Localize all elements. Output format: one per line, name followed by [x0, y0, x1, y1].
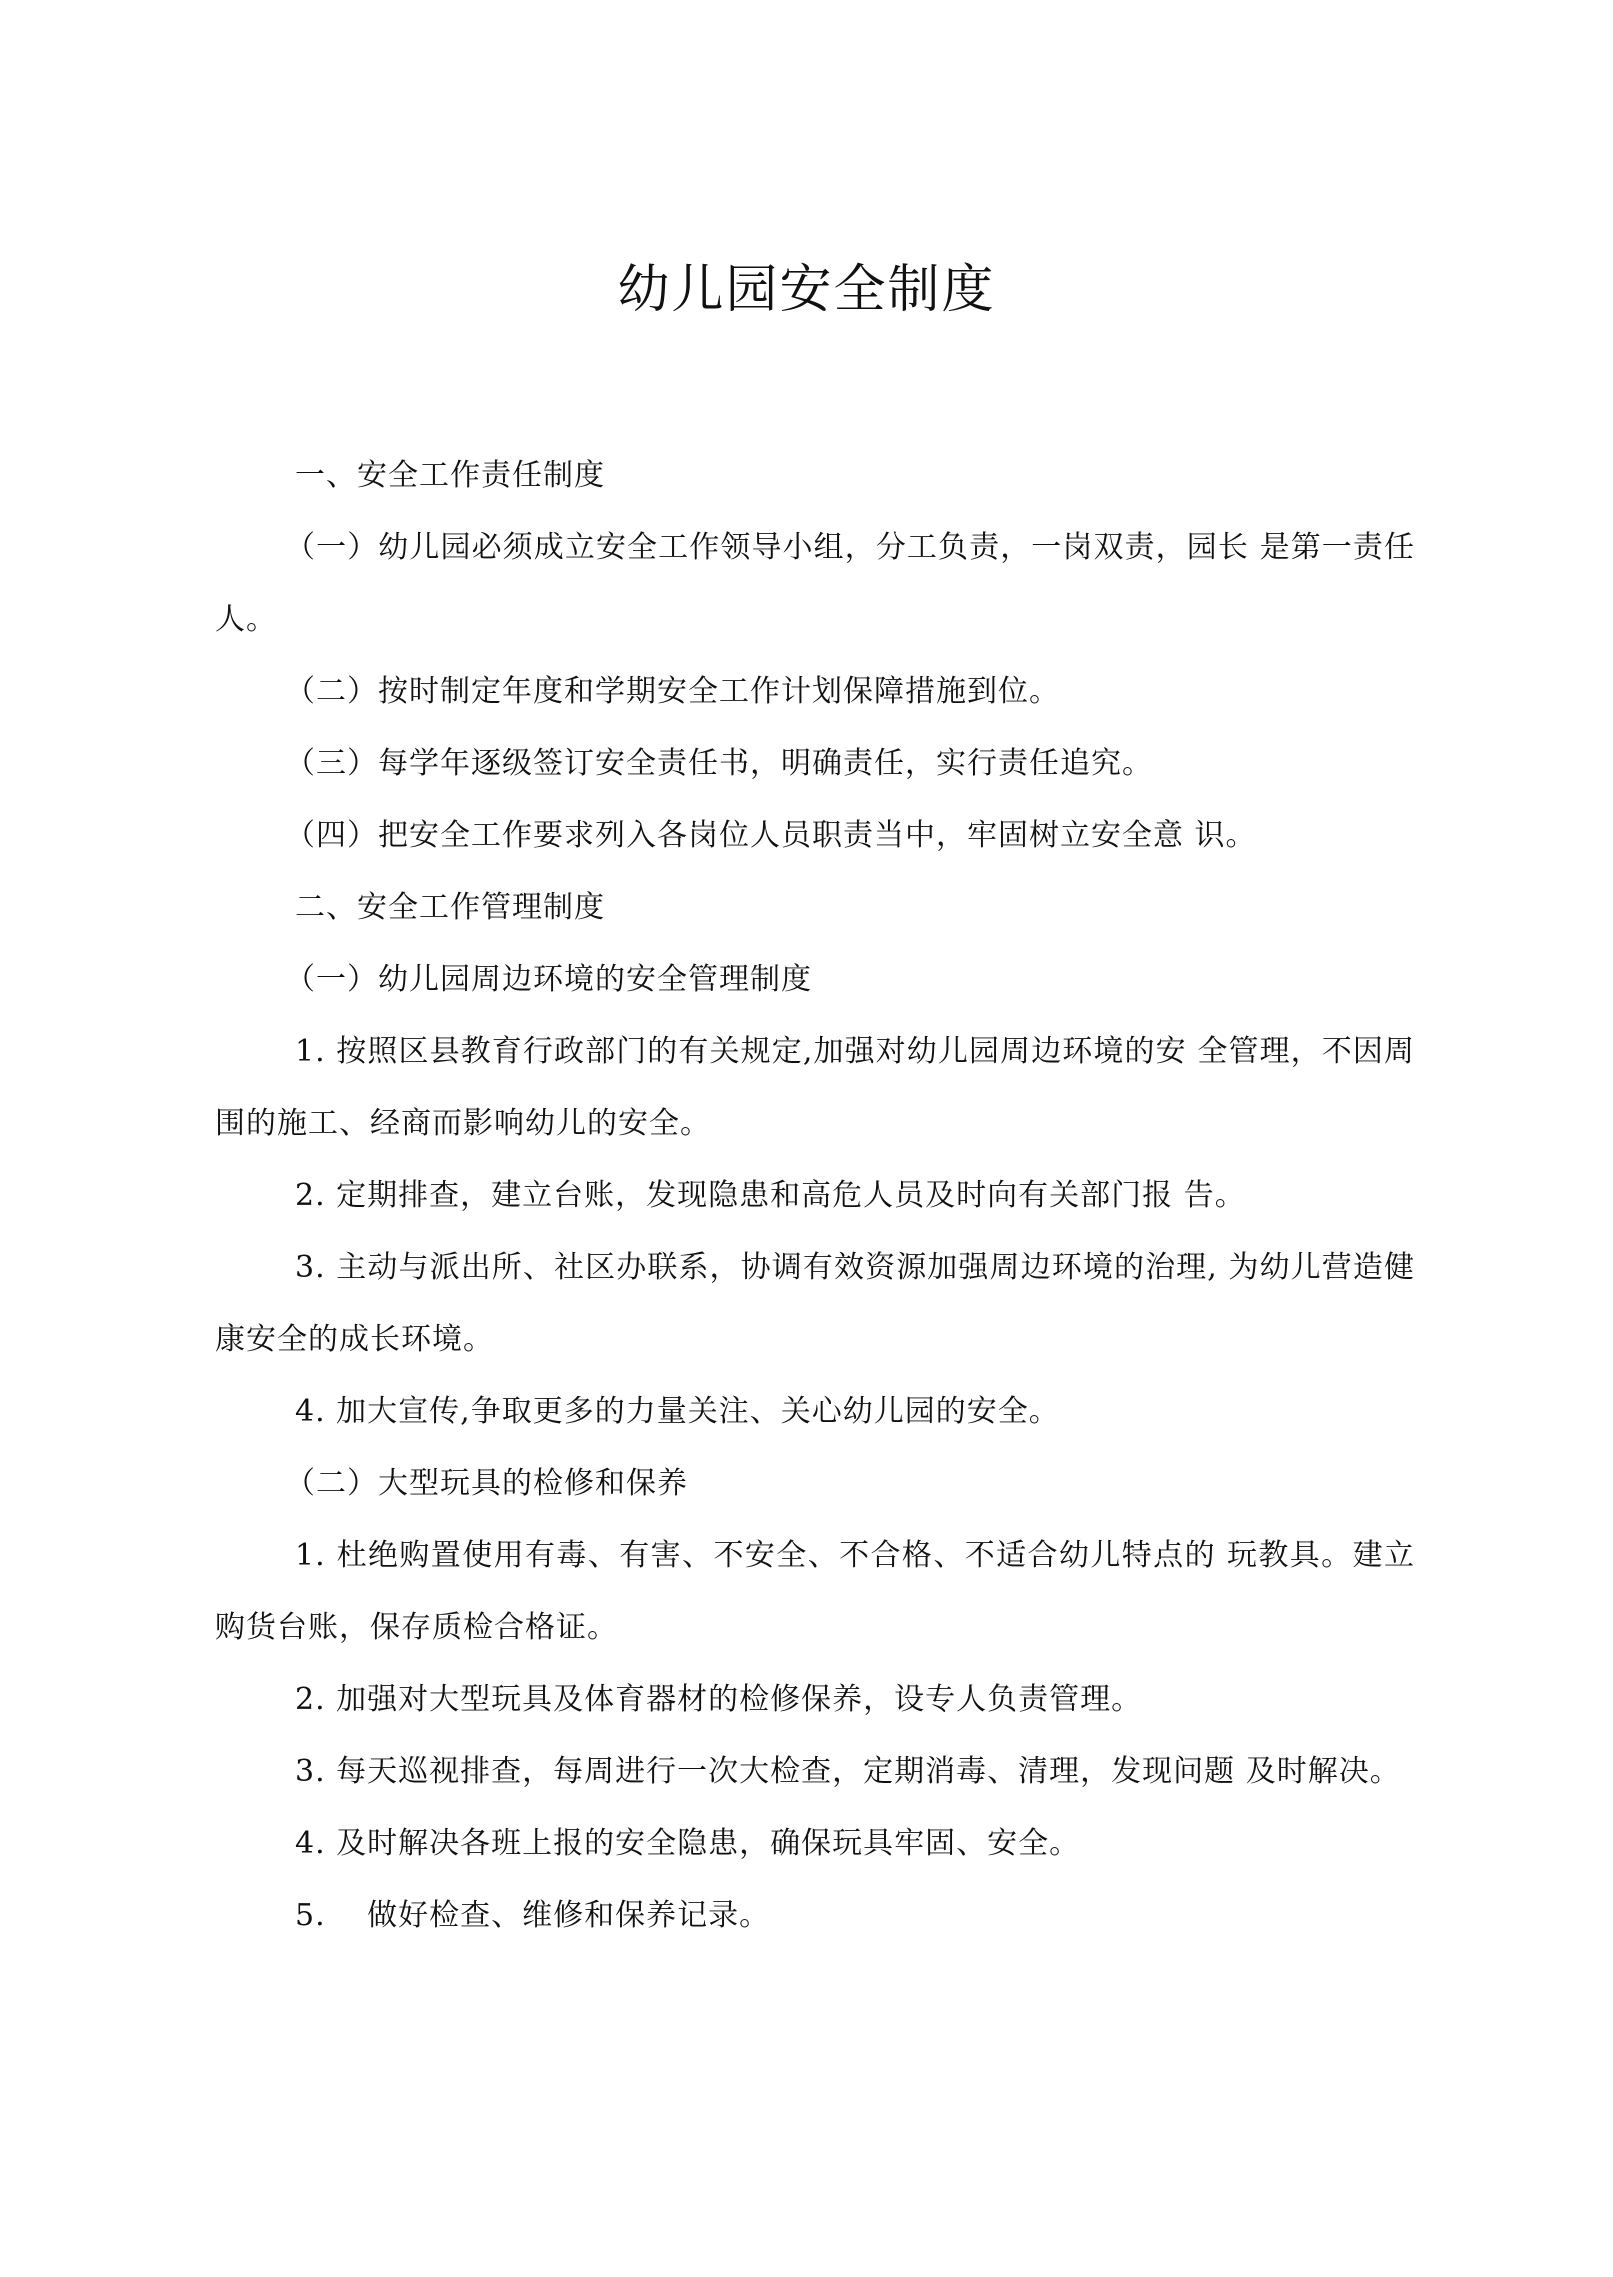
- list-item-2-1-2: 2. 定期排查，建立台账，发现隐患和高危人员及时向有关部门报 告。: [295, 1178, 1246, 1213]
- list-item-2-2-2: 2. 加强对大型玩具及体育器材的检修保养，设专人负责管理。: [295, 1682, 1143, 1717]
- list-item-2-1-4: 4. 加大宣传,争取更多的力量关注、关心幼儿园的安全。: [295, 1394, 1060, 1429]
- paragraph-1-1: （一）幼儿园必须成立安全工作领导小组，分工负责，一岗双责，园长 是第一责任人。: [215, 530, 1415, 637]
- list-item-2-2-3: 3. 每天巡视排查，每周进行一次大检查，定期消毒、清理，发现问题 及时解决。: [295, 1754, 1401, 1789]
- list-item-2-2-5: 5. 做好检查、维修和保养记录。: [295, 1898, 771, 1933]
- subsection-heading-2-1: （一）幼儿园周边环境的安全管理制度: [285, 962, 812, 997]
- subsection-heading-2-2: （二）大型玩具的检修和保养: [285, 1466, 688, 1501]
- document-title: 幼儿园安全制度: [617, 260, 996, 320]
- list-item-2-1-1: 1. 按照区县教育行政部门的有关规定,加强对幼儿园周边环境的安 全管理，不因周围的施工、经商而影响幼儿的安全。: [215, 1034, 1415, 1141]
- paragraph-1-2: （二）按时制定年度和学期安全工作计划保障措施到位。: [285, 674, 1060, 709]
- paragraph-1-3: （三）每学年逐级签订安全责任书，明确责任，实行责任追究。: [285, 746, 1153, 781]
- list-item-2-1-3: 3. 主动与派出所、社区办联系，协调有效资源加强周边环境的治理, 为幼儿营造健康安全的成长环境。: [215, 1250, 1415, 1357]
- list-item-2-2-1: 1. 杜绝购置使用有毒、有害、不安全、不合格、不适合幼儿特点的 玩教具。建立购货台账，保存质检合格证。: [215, 1538, 1415, 1645]
- list-item-2-2-4: 4. 及时解决各班上报的安全隐患，确保玩具牢固、安全。: [295, 1826, 1081, 1861]
- paragraph-1-4: （四）把安全工作要求列入各岗位人员职责当中，牢固树立安全意 识。: [285, 818, 1257, 853]
- document-body: [215, 440, 1415, 1952]
- section-heading-2: 二、安全工作管理制度: [295, 890, 605, 925]
- section-heading-1: 一、安全工作责任制度: [295, 458, 605, 493]
